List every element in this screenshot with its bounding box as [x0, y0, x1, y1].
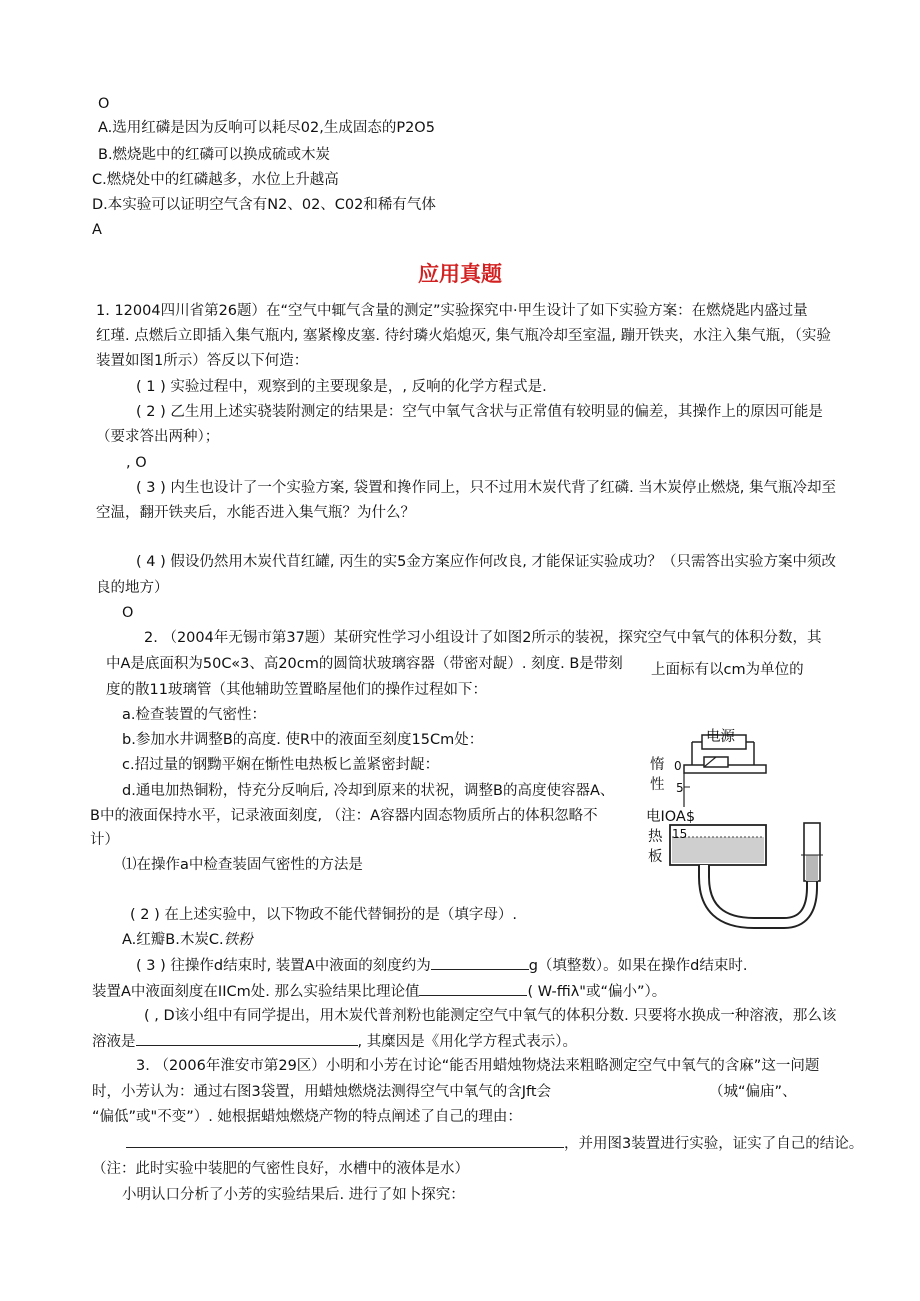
option-a: A.选用红磷是因为反响可以耗尽02,生成固态的P2O5: [98, 120, 435, 136]
q1-sub2-line2: （要求答出两种）；: [96, 429, 220, 445]
q3-line4-post: ，并用图3装置进行实验，证实了自己的结论。: [564, 1136, 864, 1152]
fig-label-inert: 惰: [650, 757, 665, 773]
q2-sub2: ( 2 ) 在上述实验中，以下物政不能代替铜扮的是（填字母）.: [130, 907, 517, 923]
q2-sub4-blank[interactable]: [136, 1031, 358, 1046]
q2-step-b: b.参加水井调整B的高度. 使R中的液面至刻度15Cm处：: [122, 732, 484, 748]
q2-sub3-line1: [136, 955, 748, 976]
fig-label-power: 电源: [706, 729, 735, 745]
q2-sub3-blank2[interactable]: [419, 981, 527, 996]
q2-sub2-option-iron: 铁粉: [223, 932, 253, 948]
q3-line4: [126, 1133, 863, 1154]
option-c: C.燃烧处中的红磷越多，水位上升越高: [92, 172, 339, 188]
q1-line2: 红瑾. 点燃后立即插入集气瓶内, 塞紧橡皮塞. 待纣璘火焰熄灭, 集气瓶冷却至室温, 蹦开铁夹，水注入集气瓶，（实验: [96, 328, 831, 344]
q1-line3: 装置如图1所示）答反以下何造：: [96, 353, 309, 369]
q2-line3: 度的散11玻璃管（其他辅助笠置略屋他们的操作过程如下：: [106, 682, 487, 698]
q3-line2-pre: 时，小芳认为：通过右图3袋置，用蜡烛燃烧法测得空气中氧气的含Jft会: [92, 1084, 552, 1100]
q1-sub4-line3: O: [122, 605, 134, 621]
q1-line1: 1. 12004四川省第26题）在“空气中辄气含量的测定”实验探究中·甲生设计了如下实验方案：在燃烧匙内盛过量: [96, 303, 808, 319]
q3-line2-post: （城“偏庙”、: [709, 1084, 797, 1100]
q2-step-d-line2: B中的液面保持水平，记录液面刻度, （注：A容器内固态物质所占的体积忽略不: [90, 808, 598, 824]
q2-sub3-post: g（填整数）。如果在操作d结束时.: [528, 958, 748, 974]
q1-sub4-line2: 良的地方）: [96, 580, 169, 596]
q2-sub3-pre: ( 3 ) 往操作d结束时, 装置A中液面的刻度约为: [136, 958, 431, 974]
heating-plate: [704, 757, 728, 767]
q2-step-c: c.招过量的钢黝平娴在惭性电热板匕盖紧密封龊：: [122, 757, 440, 773]
q2-line2: 中A是底面积为50C«3、高20cm的圆筒状玻璃容器（带密对龊）. 刻度. B是带刻: [106, 656, 623, 672]
q2-sub4-line1: ( , D该小组中有同学提出，用木炭代普剂粉也能测定空气中氧气的体积分数. 只要将水换成一种溶液，那么该: [144, 1008, 837, 1024]
q3-reason-blank[interactable]: [126, 1133, 564, 1148]
q3-line5: （注：此时实验中装肥的气密性良好，水槽中的液体是水）: [92, 1161, 469, 1177]
q2-sub2-options-text: A.红瓣B.木炭C.: [122, 932, 224, 948]
option-o-mark: O: [98, 96, 110, 112]
q1-sub3-line1: ( 3 ) 内生也设计了一个实验方案, 袋置和搀作同上，只不过用木炭代背了红磷. 当木炭停止燃烧, 集气瓶冷却至: [136, 480, 837, 496]
q2-sub3b-pre: 装置A中液面刻度在IICm处. 那么实验结果比理论值: [92, 984, 420, 1000]
q2-sub4-line2: [92, 1031, 577, 1052]
q2-sub4-pre: 溶液是: [92, 1034, 136, 1050]
q3-line3: “偏低”或"不变”）. 她根据蜡烛燃烧产物的特点阐述了自己的理由：: [92, 1109, 522, 1125]
section-title: 应用真题: [418, 262, 502, 286]
fig-label-sex: 性: [650, 777, 665, 793]
fig-label-board: 板: [648, 849, 663, 865]
q2-sub1: ⑴在操作a中检查装固气密性的方法是: [122, 857, 363, 873]
q2-step-d-line1: d.通电加热铜粉，恃充分反响后, 冷却到原来的状祝，调整B的高度使容器A、: [122, 783, 615, 799]
q1-sub2-line3: , O: [126, 455, 147, 471]
option-d: D.本实验可以证明空气含有N2、02、C02和稀有气体: [92, 197, 436, 213]
q2-line2-right: 上面标有以cm为单位的: [651, 662, 804, 678]
apparatus-figure: [644, 727, 860, 935]
fig-tick-0: 0: [674, 759, 682, 773]
fig-tick-15: 15: [672, 827, 688, 841]
q2-line1: 2. （2004年无锡市第37题）某研究性学习小组设计了如图2所示的装祝，探究空气中氧气的体积分数，其: [144, 630, 822, 646]
q2-sub3-blank1[interactable]: [431, 955, 529, 970]
q2-sub2-options: [122, 930, 253, 950]
fig-tick-5: 5: [676, 781, 684, 795]
q2-step-d-line3: 计）: [90, 832, 119, 848]
q1-sub4-line1: ( 4 ) 假设仍然用木炭代苜红罐, 丙生的实5金方案应作何改良, 才能保证实验成功？（只需答出实验方案中须改: [136, 554, 837, 570]
q1-sub2-line1: ( 2 ) 乙生用上述实骁装附测定的结果是：空气中氧气含状与正常值有较明显的偏差，其操作上的原因可能是: [136, 404, 823, 420]
q2-sub3-line2: [92, 981, 666, 1002]
q2-sub3b-post: ( W-ffiλ"或“偏小”）。: [527, 984, 667, 1000]
fig-label-elec: 电IOA$: [646, 809, 696, 825]
q2-step-a: a.检查装置的气密性：: [122, 707, 266, 723]
q1-sub1: ( 1 ) 实验过程中，观察到的主要现象是，, 反响的化学方程式是.: [136, 379, 547, 395]
q3-line2: [92, 1082, 797, 1102]
q3-line6: 小明认口分析了小芳的实验结果后. 进行了如卜探究：: [122, 1187, 465, 1203]
q2-sub4-post: , 其糜因是《用化学方程式表示）。: [357, 1034, 577, 1050]
option-b: B.燃烧匙中的红磷可以换成硫或木炭: [98, 147, 331, 163]
liquid-b: [806, 855, 818, 881]
fig-label-heat: 热: [648, 829, 663, 845]
option-answer: A: [92, 222, 102, 238]
q3-line1: 3. （2006年淮安市第29区）小明和小芳在讨论“能否用蜡烛物烧法来粗略测定空气中氧气的含麻”这一问题: [136, 1058, 820, 1074]
q1-sub3-line2: 空温，翻开铁夹后，水能否进入集气瓶？为什么？: [96, 505, 415, 521]
